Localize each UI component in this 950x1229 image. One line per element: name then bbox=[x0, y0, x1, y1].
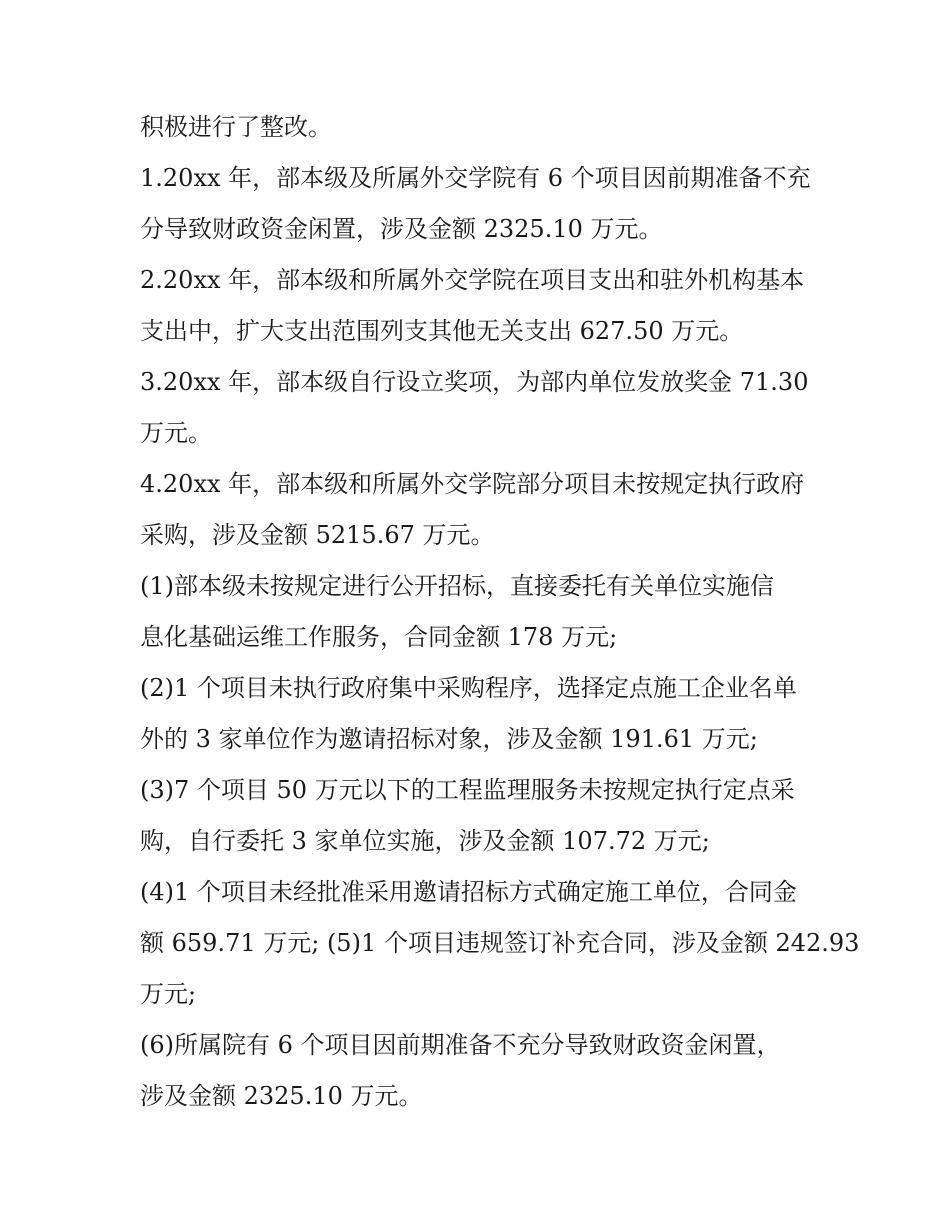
text-line: 积极进行了整改。 bbox=[140, 113, 332, 141]
text-line: 分导致财政资金闲置，涉及金额 2325.10 万元。 bbox=[140, 215, 663, 243]
text-line: 3.20xx 年，部本级自行设立奖项，为部内单位发放奖金 71.30 bbox=[140, 368, 809, 396]
text-line: 额 659.71 万元; (5)1 个项目违规签订补充合同，涉及金额 242.93 bbox=[140, 929, 860, 957]
text-line: 涉及金额 2325.10 万元。 bbox=[140, 1082, 423, 1110]
text-line: 2.20xx 年，部本级和所属外交学院在项目支出和驻外机构基本 bbox=[140, 266, 805, 294]
text-line: (2)1 个项目未执行政府集中采购程序，选择定点施工企业名单 bbox=[140, 674, 797, 702]
text-line: 万元。 bbox=[140, 419, 212, 447]
text-line: (6)所属院有 6 个项目因前期准备不充分导致财政资金闲置， bbox=[140, 1031, 781, 1059]
text-line: 1.20xx 年，部本级及所属外交学院有 6 个项目因前期准备不充 bbox=[140, 164, 811, 192]
text-line: 购，自行委托 3 家单位实施，涉及金额 107.72 万元; bbox=[140, 827, 710, 855]
text-line: 息化基础运维工作服务，合同金额 178 万元; bbox=[140, 623, 618, 651]
text-line: 万元; bbox=[140, 980, 197, 1008]
text-line: 外的 3 家单位作为邀请招标对象，涉及金额 191.61 万元; bbox=[140, 725, 758, 753]
document-body bbox=[140, 102, 860, 1122]
text-line: (4)1 个项目未经批准采用邀请招标方式确定施工单位，合同金 bbox=[140, 878, 797, 906]
text-line: 支出中，扩大支出范围列支其他无关支出 627.50 万元。 bbox=[140, 317, 744, 345]
text-line: (3)7 个项目 50 万元以下的工程监理服务未按规定执行定点采 bbox=[140, 776, 795, 804]
text-line: 采购，涉及金额 5215.67 万元。 bbox=[140, 521, 495, 549]
text-line: 4.20xx 年，部本级和所属外交学院部分项目未按规定执行政府 bbox=[140, 470, 805, 498]
text-line: (1)部本级未按规定进行公开招标，直接委托有关单位实施信 bbox=[140, 572, 774, 600]
